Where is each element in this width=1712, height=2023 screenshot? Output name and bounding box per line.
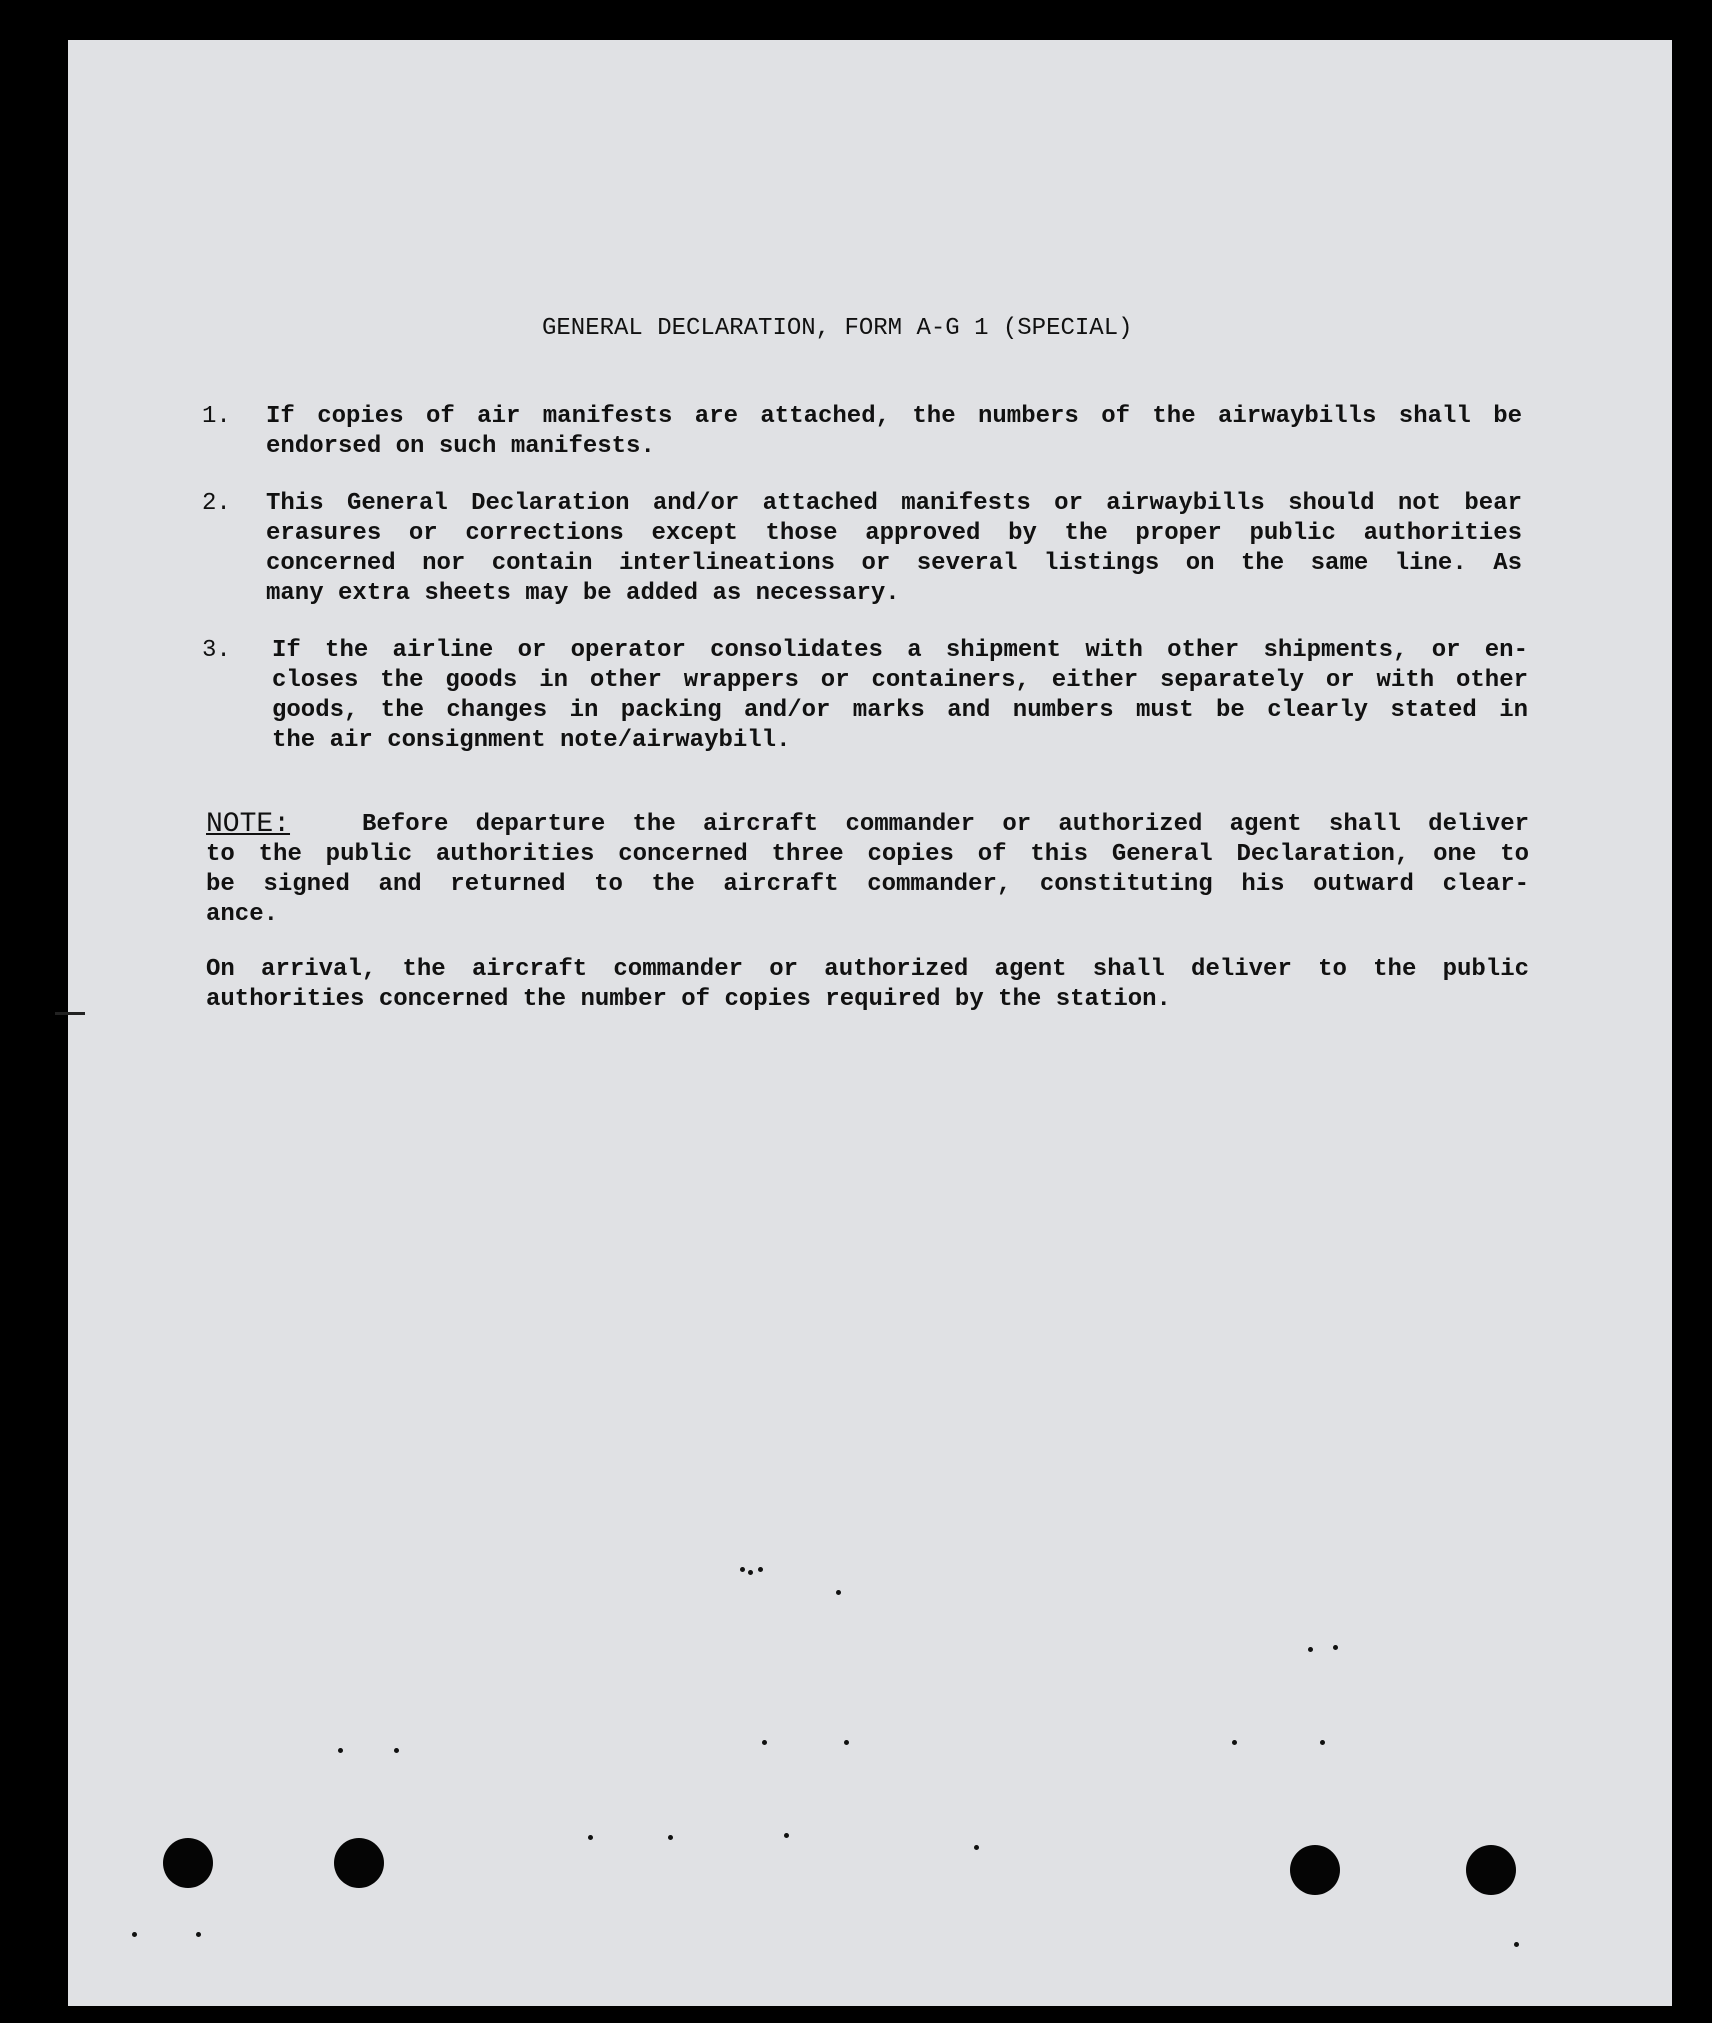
item-body [272, 636, 1528, 756]
speck-icon [1333, 1645, 1338, 1650]
speck-icon [748, 1570, 753, 1575]
punch-hole-icon [1466, 1845, 1516, 1895]
speck-icon [1320, 1740, 1325, 1745]
note-first-line [206, 810, 1529, 840]
speck-icon [196, 1932, 201, 1937]
item-number: 3. [202, 637, 231, 664]
item-line: If the airline or operator consolidates a shipment with other shipments, or en- [272, 637, 1528, 664]
item-line: goods, the changes in packing and/or marks and numbers must be clearly stated in [272, 697, 1528, 724]
arrival-paragraph [206, 955, 1529, 1015]
item-line: closes the goods in other wrappers or containers, either separately or with other [272, 667, 1528, 694]
speck-icon [758, 1567, 763, 1572]
speck-icon [974, 1845, 979, 1850]
item-body [266, 402, 1522, 462]
speck-icon [836, 1590, 841, 1595]
note-line: to the public authorities concerned three copies of this General Declaration, one to [206, 841, 1529, 868]
item-number: 2. [202, 490, 231, 517]
punch-hole-icon [163, 1838, 213, 1888]
punch-hole-icon [1290, 1845, 1340, 1895]
item-line: endorsed on such manifests. [266, 433, 655, 460]
speck-icon [784, 1833, 789, 1838]
speck-icon [762, 1740, 767, 1745]
speck-icon [844, 1740, 849, 1745]
item-line: erasures or corrections except those approved by the proper public authorities [266, 520, 1522, 547]
note-line: be signed and returned to the aircraft commander, constituting his outward clear- [206, 871, 1529, 898]
note-line: ance. [206, 901, 279, 928]
item-number: 1. [202, 403, 231, 430]
punch-hole-icon [334, 1838, 384, 1888]
speck-icon [1308, 1647, 1313, 1652]
note-line: Before departure the aircraft commander or authorized agent shall deliver [362, 811, 1529, 838]
edge-mark [55, 1012, 85, 1015]
speck-icon [338, 1748, 343, 1753]
item-line: If copies of air manifests are attached, the numbers of the airwaybills shall be [266, 403, 1522, 430]
item-line: This General Declaration and/or attached manifests or airwaybills should not bear [266, 490, 1522, 517]
speck-icon [588, 1835, 593, 1840]
speck-icon [1514, 1942, 1519, 1947]
speck-icon [394, 1748, 399, 1753]
item-body [266, 489, 1522, 609]
item-line: many extra sheets may be added as necessary. [266, 580, 900, 607]
document-title: GENERAL DECLARATION, FORM A-G 1 (SPECIAL) [542, 315, 1133, 342]
speck-icon [740, 1567, 745, 1572]
note-label: NOTE: [206, 809, 291, 840]
speck-icon [668, 1835, 673, 1840]
speck-icon [1232, 1740, 1237, 1745]
note-paragraph [206, 810, 1529, 930]
item-line: the air consignment note/airwaybill. [272, 727, 791, 754]
item-line: concerned nor contain interlineations or several listings on the same line. As [266, 550, 1522, 577]
document-page [68, 40, 1672, 2006]
arrival-line: On arrival, the aircraft commander or authorized agent shall deliver to the public [206, 956, 1529, 983]
arrival-line: authorities concerned the number of copies required by the station. [206, 986, 1171, 1013]
speck-icon [132, 1932, 137, 1937]
